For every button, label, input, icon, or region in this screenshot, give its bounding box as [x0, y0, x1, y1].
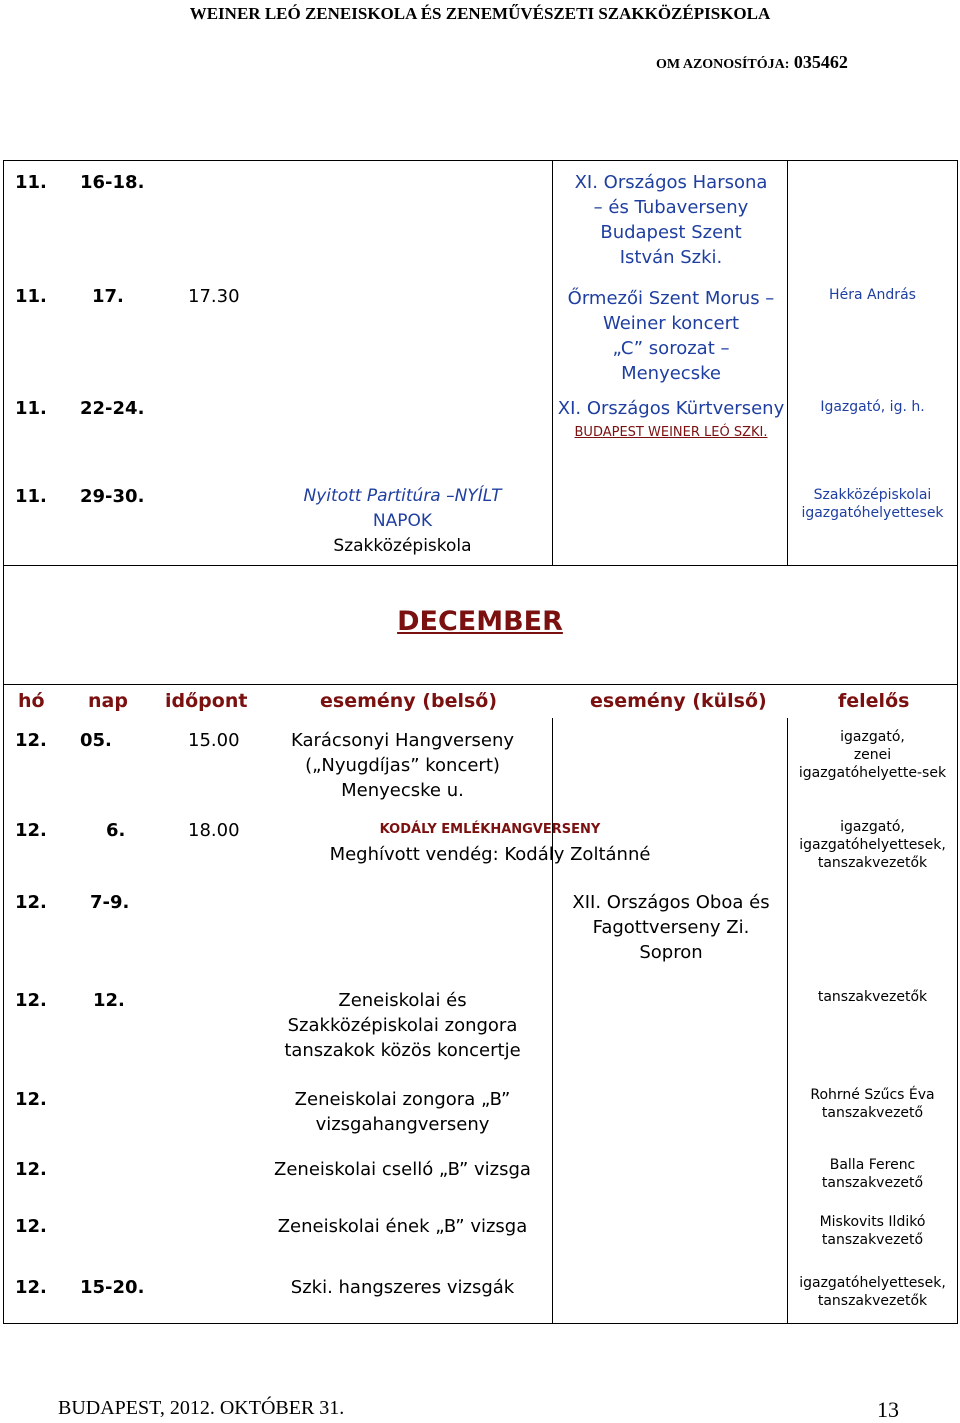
responsible-line: tanszakvezetők: [817, 1293, 928, 1309]
column-divider: [552, 160, 553, 565]
responsible-line: tanszakvezető: [821, 1175, 924, 1191]
responsible: [790, 1274, 955, 1310]
event-line: Zeneiskolai és: [338, 990, 467, 1011]
column-divider: [787, 160, 788, 565]
row-time: 18.00: [188, 820, 240, 841]
responsible-line: igazgatóhelyettesek,: [799, 837, 946, 853]
row-month: 12.: [15, 1089, 47, 1110]
event-line: Weiner koncert: [602, 313, 740, 334]
row-day: 6.: [106, 820, 126, 841]
row-month: 12.: [15, 730, 47, 751]
row-time: 17.30: [188, 286, 240, 307]
row-divider: [3, 565, 958, 566]
responsible: [790, 486, 955, 522]
event-line: Karácsonyi Hangverseny: [290, 730, 515, 751]
column-header-month: hó: [18, 690, 45, 712]
event-line: Szki. hangszeres vizsgák: [290, 1277, 515, 1298]
row-month: 12.: [15, 1159, 47, 1180]
column-header-day: nap: [88, 690, 128, 712]
event-line: István Szki.: [619, 247, 723, 268]
event-line: „C” sorozat –: [612, 338, 730, 359]
om-number: 035462: [793, 52, 848, 72]
event-line: – és Tubaverseny: [593, 197, 749, 218]
responsible-line: tanszakvezető: [821, 1232, 924, 1248]
event-line: Zeneiskolai ének „B” vizsga: [277, 1216, 528, 1237]
om-label: OM AZONOSÍTÓJA:: [656, 57, 790, 72]
responsible: [790, 1086, 955, 1122]
internal-event: [255, 484, 550, 559]
table-border-top: [3, 160, 958, 161]
row-month: 11.: [15, 398, 47, 419]
event-line: BUDAPEST WEINER LEÓ SZKI.: [574, 425, 768, 440]
school-name: WEINER LEÓ ZENEISKOLA ÉS ZENEMŰVÉSZETI SZAKKÖZÉPISKOLA: [189, 4, 771, 23]
event-line: tanszakok közös koncertje: [284, 1040, 521, 1061]
responsible-line: Miskovits Ildikó: [819, 1214, 926, 1230]
event-line: XI. Országos Kürtverseny: [557, 398, 785, 419]
event-line: Menyecske: [621, 363, 721, 384]
responsible: [790, 818, 955, 872]
row-day: 22-24.: [80, 398, 145, 419]
event-line: XII. Országos Oboa és: [572, 892, 770, 913]
row-month: 11.: [15, 172, 47, 193]
row-day: 7-9.: [90, 892, 130, 913]
responsible-line: Rohrné Szűcs Éva: [810, 1087, 935, 1103]
row-day: 12.: [93, 990, 125, 1011]
responsible-line: Szakközépiskolai: [813, 487, 932, 503]
internal-event: [255, 728, 550, 803]
event-line: Zeneiskolai cselló „B” vizsga: [274, 1159, 531, 1180]
responsible-line: tanszakvezető: [821, 1105, 924, 1121]
column-header-internal-event: esemény (belső): [320, 690, 498, 712]
event-title: KODÁLY EMLÉKHANGVERSENY: [379, 822, 601, 837]
row-day: 15-20.: [80, 1277, 145, 1298]
event-line: Szakközépiskolai zongora: [287, 1015, 518, 1036]
responsible: [790, 728, 955, 782]
responsible-line: igazgató,: [840, 819, 905, 835]
row-day: 16-18.: [80, 172, 145, 193]
row-month: 12.: [15, 892, 47, 913]
row-divider: [3, 684, 958, 685]
event-line: Fagottverseny Zi.: [592, 917, 750, 938]
responsible-line: tanszakvezetők: [817, 855, 928, 871]
responsible-line: igazgatóhelyette-sek: [798, 765, 947, 781]
row-month: 11.: [15, 486, 47, 507]
row-month: 12.: [15, 820, 47, 841]
month-heading: DECEMBER: [397, 606, 563, 637]
responsible: Héra András: [829, 287, 916, 303]
internal-event: [255, 818, 725, 867]
event-line: („Nyugdíjas” koncert): [305, 755, 500, 776]
row-day: 17.: [92, 286, 124, 307]
responsible-line: Balla Ferenc: [829, 1157, 916, 1173]
om-identifier: [656, 52, 848, 73]
internal-event: [255, 1157, 550, 1182]
responsible: [790, 1156, 955, 1192]
event-line: NAPOK: [372, 511, 433, 531]
row-month: 12.: [15, 1216, 47, 1237]
event-line: Menyecske u.: [341, 780, 464, 801]
row-month: 12.: [15, 990, 47, 1011]
event-line: XI. Országos Harsona: [574, 172, 768, 193]
event-line: Budapest Szent: [600, 222, 742, 243]
external-event: [556, 396, 786, 445]
column-header-responsible: felelős: [838, 690, 910, 712]
responsible-line: igazgatóhelyettesek: [801, 505, 944, 521]
row-month: 12.: [15, 1277, 47, 1298]
page-number: 13: [877, 1397, 899, 1422]
column-divider: [787, 718, 788, 1324]
row-month: 11.: [15, 286, 47, 307]
internal-event: [255, 988, 550, 1063]
event-line: Zeneiskolai zongora „B”: [294, 1089, 511, 1110]
table-border-bottom: [3, 1323, 958, 1324]
event-line: vizsgahangverseny: [315, 1114, 490, 1135]
responsible-line: zenei: [853, 747, 892, 763]
place-date: BUDAPEST, 2012. OKTÓBER 31.: [58, 1397, 345, 1419]
column-header-external-event: esemény (külső): [590, 690, 767, 712]
external-event: [556, 286, 786, 386]
event-line: Nyitott Partitúra –NYÍLT: [303, 486, 502, 506]
internal-event: [255, 1214, 550, 1239]
row-time: 15.00: [188, 730, 240, 751]
event-line: Sopron: [639, 942, 703, 963]
internal-event: [255, 1087, 550, 1137]
event-line: Szakközépiskola: [333, 536, 472, 556]
column-header-time: időpont: [165, 690, 248, 712]
event-line: Őrmezői Szent Morus –: [567, 288, 775, 309]
external-event: [556, 170, 786, 270]
responsible: tanszakvezetők: [817, 989, 928, 1005]
row-day: 05.: [80, 730, 112, 751]
external-event: [556, 890, 786, 965]
responsible: Igazgató, ig. h.: [820, 399, 925, 415]
responsible-line: igazgatóhelyettesek,: [799, 1275, 946, 1291]
event-line: Meghívott vendég: Kodály Zoltánné: [329, 844, 651, 865]
internal-event: [255, 1275, 550, 1300]
row-day: 29-30.: [80, 486, 145, 507]
column-divider: [552, 980, 553, 1324]
responsible: [790, 1213, 955, 1249]
responsible-line: igazgató,: [840, 729, 905, 745]
